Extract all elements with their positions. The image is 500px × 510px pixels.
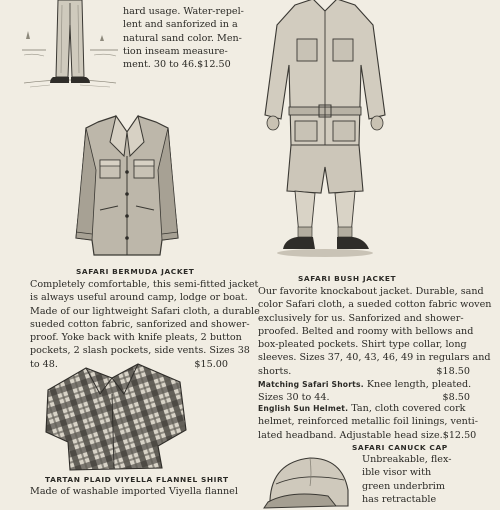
bermuda-line: Completely comfortable, this semi-fitted jacket bbox=[30, 279, 259, 290]
bermuda-line: pockets, 2 slash pockets, side vents. Sizes 38 bbox=[30, 345, 250, 357]
canuck-line: has retractable bbox=[362, 493, 437, 505]
canuck-line: Unbreakable, flex- bbox=[362, 454, 452, 465]
trouser-price-row bbox=[123, 58, 229, 71]
shorts-price: $8.50 bbox=[442, 392, 470, 404]
shorts-sizes: Sizes 30 to 44. bbox=[258, 392, 330, 404]
trouser-line: hard usage. Water-repel- bbox=[123, 6, 244, 17]
helmet-title: English Sun Helmet. bbox=[258, 404, 349, 413]
shorts-text: Knee length, pleated. bbox=[366, 379, 472, 391]
helmet-text: Tan, cloth covered cork bbox=[351, 403, 466, 414]
helmet-first-line bbox=[258, 402, 470, 415]
helmet-price: $12.50 bbox=[442, 429, 477, 441]
bermuda-jacket-illustration bbox=[60, 110, 195, 260]
bush-sizes: shorts. bbox=[258, 365, 292, 377]
bush-line: exclusively for us. Sanforized and shower- bbox=[258, 312, 464, 324]
bush-description bbox=[258, 285, 492, 405]
trouser-sizes: ment. 30 to 46. bbox=[123, 59, 198, 71]
bermuda-line: sueded cotton fabric, sanforized and shower- bbox=[30, 318, 250, 330]
canuck-line: ible visor with bbox=[362, 467, 432, 479]
bermuda-price: $15.00 bbox=[194, 358, 228, 370]
bush-line: sleeves. Sizes 37, 40, 43, 46, 49 in regulars and bbox=[258, 352, 491, 364]
tartan-description bbox=[30, 485, 238, 498]
canuck-description bbox=[362, 453, 472, 506]
tartan-shirt-title: TARTAN PLAID VIYELLA FLANNEL SHIRT bbox=[45, 475, 229, 484]
bush-price: $18.50 bbox=[436, 365, 470, 377]
bermuda-line: proof. Yoke back with knife pleats, 2 button bbox=[30, 332, 242, 344]
tartan-shirt-illustration bbox=[40, 360, 190, 475]
helmet-description bbox=[258, 402, 478, 442]
bermuda-price-row bbox=[30, 358, 228, 371]
trousers-illustration bbox=[20, 0, 120, 95]
bermuda-line: Made of our lightweight Safari cloth, a durable bbox=[30, 305, 260, 317]
trouser-description bbox=[123, 5, 244, 71]
canuck-line: green underbrim bbox=[362, 480, 445, 492]
canuck-cap-title: SAFARI CANUCK CAP bbox=[352, 443, 448, 452]
tartan-line: Made of washable imported Viyella flannel bbox=[30, 486, 238, 497]
trouser-line: tion inseam measure- bbox=[123, 45, 228, 57]
bush-price-row bbox=[258, 365, 470, 378]
bush-line: Our favorite knockabout jacket. Durable, sand bbox=[258, 286, 484, 297]
bush-line: proofed. Belted and roomy with bellows and bbox=[258, 325, 474, 337]
helmet-detail: lated headband. Adjustable head size. bbox=[258, 429, 443, 441]
canuck-cap-illustration bbox=[250, 450, 360, 510]
bush-jacket-illustration bbox=[255, 0, 395, 270]
bermuda-sizes: to 48. bbox=[30, 358, 58, 370]
bush-line: color Safari cloth, a sueded cotton fabric woven bbox=[258, 299, 492, 311]
helmet-line: helmet, reinforced metallic foil linings, venti- bbox=[258, 416, 478, 428]
trouser-line: lent and sanforized in a bbox=[123, 19, 238, 31]
trouser-price: $12.50 bbox=[197, 59, 231, 71]
trouser-line: natural sand color. Men- bbox=[123, 32, 242, 44]
bermuda-jacket-title: SAFARI BERMUDA JACKET bbox=[76, 267, 195, 276]
bermuda-description bbox=[30, 278, 260, 371]
bush-line: box-pleated pockets. Shirt type collar, long bbox=[258, 339, 467, 351]
bush-jacket-title: SAFARI BUSH JACKET bbox=[298, 274, 397, 283]
shorts-line bbox=[258, 378, 470, 391]
shorts-title: Matching Safari Shorts. bbox=[258, 380, 364, 390]
helmet-price-row bbox=[258, 429, 477, 442]
bermuda-line: is always useful around camp, lodge or boat. bbox=[30, 292, 248, 304]
